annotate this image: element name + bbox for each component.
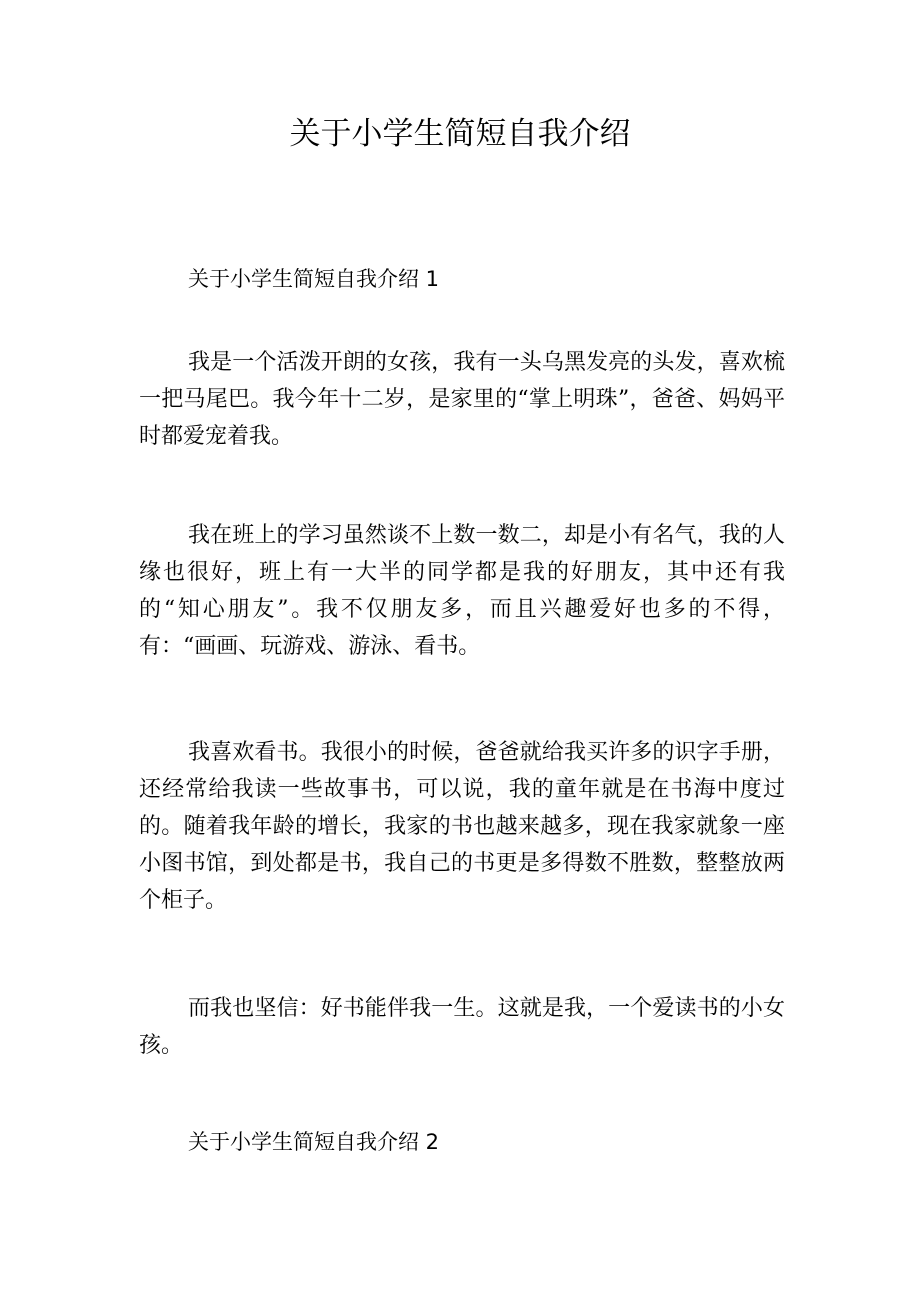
paragraph-4: 而我也坚信：好书能伴我一生。这就是我，一个爱读书的小女孩。	[139, 996, 785, 1058]
paragraph-3: 我喜欢看书。我很小的时候，爸爸就给我买许多的识字手册，还经常给我读一些故事书，可以说，我的童年就是在书海中度过的。随着我年龄的增长，我家的书也越来越多，现在我家就象一座小图书馆，到处都是书，我自己的书更是多得数不胜数，整整放两个柜子。	[139, 740, 785, 913]
section-heading-2: 关于小学生简短自我介绍 2	[188, 1130, 440, 1154]
paragraph-2: 我在班上的学习虽然谈不上数一数二，却是小有名气，我的人缘也很好，班上有一大半的同学都是我的好朋友，其中还有我的“知心朋友”。我不仅朋友多，而且兴趣爱好也多的不得，有：“画画、玩游戏、游泳、看书。	[139, 523, 785, 659]
document-title: 关于小学生简短自我介绍	[289, 116, 631, 152]
paragraph-1: 我是一个活泼开朗的女孩，我有一头乌黑发亮的头发，喜欢梳一把马尾巴。我今年十二岁，是家里的“掌上明珠”，爸爸、妈妈平时都爱宠着我。	[139, 350, 785, 449]
section-heading-1: 关于小学生简短自我介绍 1	[188, 267, 440, 291]
